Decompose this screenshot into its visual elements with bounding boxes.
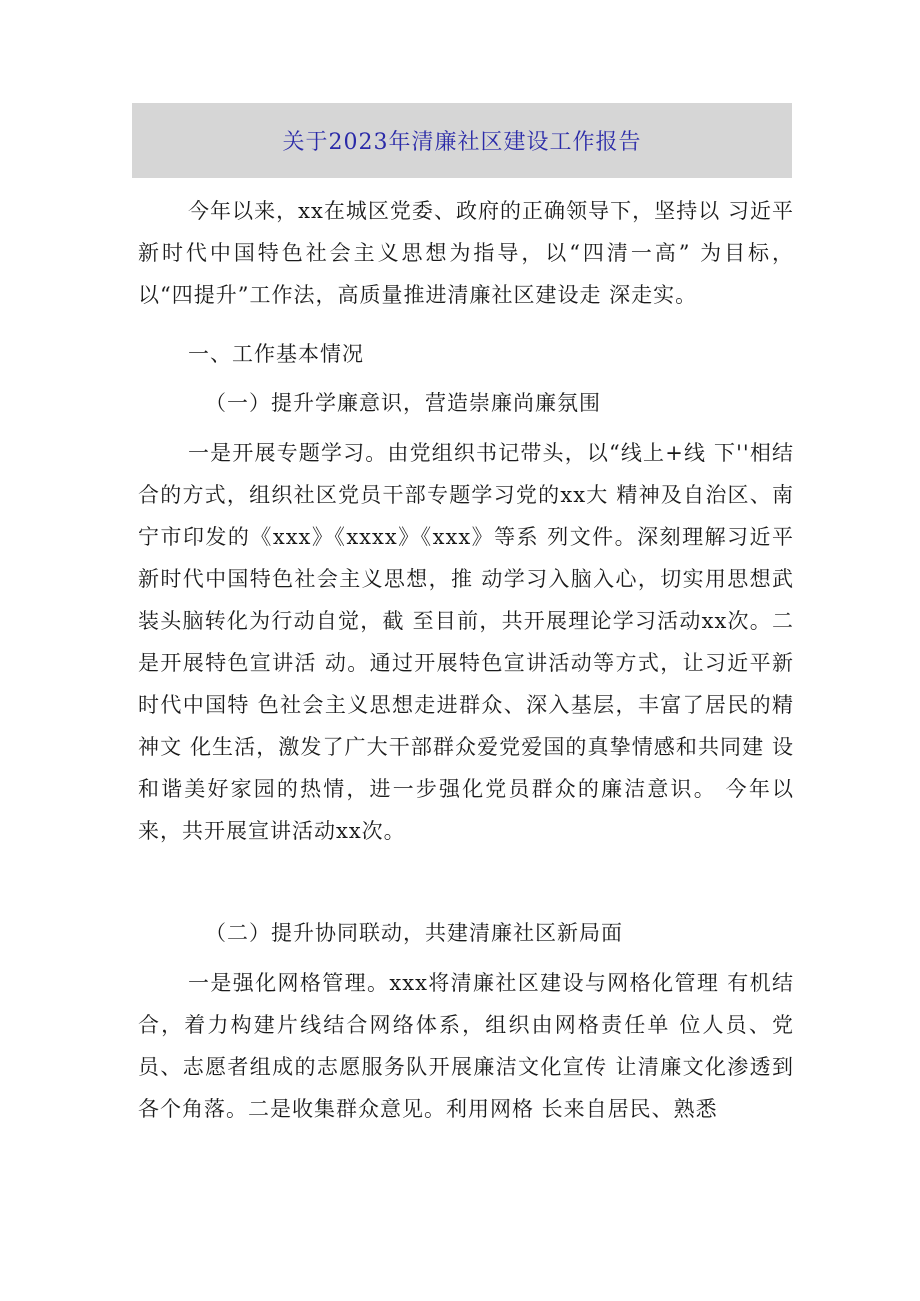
- intro-paragraph: 今年以来，xx在城区党委、政府的正确领导下，坚持以 习近平新时代中国特色社会主义思想为指导，以“四清一高” 为目标，以“四提升”工作法，高质量推进清廉社区建设走 深走实。: [138, 199, 794, 307]
- subsection-2-paragraph: 一是强化网格管理。xxx将清廉社区建设与网格化管理 有机结合，着力构建片线结合网络体系，组织由网格责任单 位人员、党员、志愿者组成的志愿服务队开展廉洁文化宣传 让清廉文化渗透到各个角落。二是收集群众意见。利用网格 长来自居民、熟悉: [138, 971, 794, 1121]
- subsection-heading-1: （一）提升学廉意识，营造崇廉尚廉氛围: [205, 391, 601, 415]
- section-heading-1: 一、工作基本情况: [188, 342, 364, 366]
- subsection-1-paragraph: 一是开展专题学习。由党组织书记带头，以“线上+线 下''相结合的方式，组织社区党员干部专题学习党的xx大 精神及自治区、南宁市印发的《xxx》《xxxx》《xxx》等系 列文件。深刻理解习近平新时代中国特色社会主义思想，推 动学习入脑入心，切实用思想武装头脑转化为行动自觉，截 至目前，共开展理论学习活动xx次。二是开展特色宣讲活 动。通过开展特色宣讲活动等方式，让习近平新时代中国特 色社会主义思想走进群众、深入基层，丰富了居民的精神文 化生活，激发了广大干部群众爱党爱国的真挚情感和共同建 设和谐美好家园的热情，进一步强化党员群众的廉洁意识。 今年以来，共开展宣讲活动xx次。: [138, 441, 794, 843]
- document-title-banner: [132, 103, 792, 178]
- subsection-heading-2: （二）提升协同联动，共建清廉社区新局面: [205, 921, 623, 945]
- document-title: 关于2023年清廉社区建设工作报告: [282, 130, 642, 155]
